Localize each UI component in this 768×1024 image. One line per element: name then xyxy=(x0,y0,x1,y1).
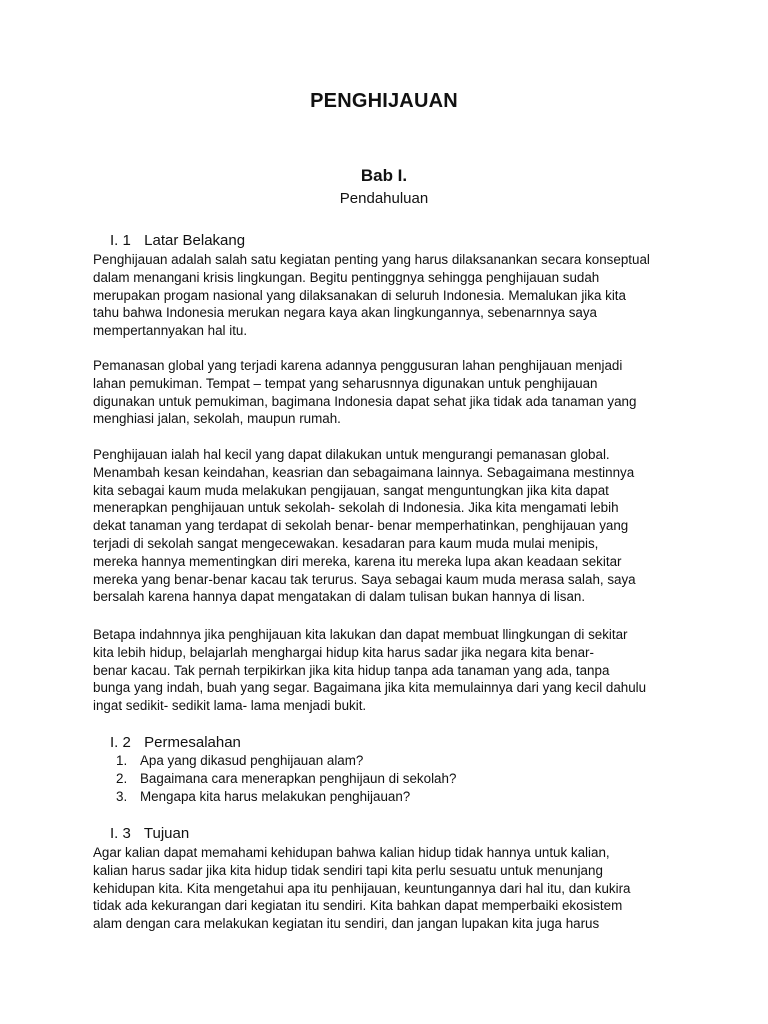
list-marker: 2. xyxy=(116,770,128,786)
list-item-text: Mengapa kita harus melakukan penghijauan? xyxy=(140,788,411,804)
paragraph-line: benar kacau. Tak pernah terpikirkan jika kita hidup tanpa ada tanaman yang ada, tanpa xyxy=(93,662,610,678)
list-item xyxy=(116,770,456,788)
paragraph-line: Penghijauan adalah salah satu kegiatan penting yang harus dilaksanankan secara konseptual xyxy=(93,252,650,267)
section-title: Latar Belakang xyxy=(144,232,246,249)
section-number: I. 2 xyxy=(110,734,131,751)
paragraph-line: menghiasi jalan, sekolah, maupun rumah. xyxy=(93,411,341,427)
section-title: Permesalahan xyxy=(144,734,241,751)
list-marker: 1. xyxy=(116,753,128,768)
section-heading-latar-belakang xyxy=(110,232,245,249)
paragraph-line: Penghijauan ialah hal kecil yang dapat dilakukan untuk mengurangi pemanasan global. xyxy=(93,447,610,462)
paragraph-tujuan xyxy=(93,844,678,933)
section-number: I. 1 xyxy=(110,232,131,249)
paragraph-line: Agar kalian dapat memahami kehidupan bahwa kalian hidup tidak hannya untuk kalian, xyxy=(93,845,610,860)
paragraph-line: merupakan progam nasional yang dilaksanakan di seluruh Indonesia. Memalukan jika kita xyxy=(93,287,626,303)
list-item xyxy=(116,752,456,770)
paragraph-line: bunga yang indah, buah yang segar. Bagaimana jika kita memulainnya dari yang kecil dahulu xyxy=(93,680,647,696)
paragraph-line: mereka yang benar-benar kacau tak terurus. Saya sebagai kaum muda merasa salah, saya xyxy=(93,571,636,587)
chapter-label: Bab I. xyxy=(360,166,408,185)
paragraph-line: kalian harus sadar jika kita hidup tidak sendiri tapi kita perlu sesuatu untuk menunjang xyxy=(93,862,603,878)
section-title: Tujuan xyxy=(143,825,190,842)
paragraph-line: dekat tanaman yang terdapat di sekolah benar- benar memperhatinkan, penghijauan yang xyxy=(93,518,629,534)
paragraph-line: Menambah kesan keindahan, keasrian dan sebagaimana lainnya. Sebagaimana mestinnya xyxy=(93,464,635,480)
paragraph-line: mereka hannya mementingkan diri mereka, karena itu mereka lupa akan keadaan sekitar xyxy=(93,553,622,569)
paragraph-line: digunakan untuk pemukiman, bagimana Indonesia dapat sehat jika tidak ada tanaman yang xyxy=(93,393,637,409)
paragraph-4 xyxy=(93,626,678,715)
paragraph-line: kita sebagai kaum muda melakukan pengijauan, sangat menguntungkan jika kita dapat xyxy=(93,482,609,498)
list-marker: 3. xyxy=(116,788,128,804)
paragraph-line: kehidupan kita. Kita mengetahui apa itu penhijauan, keuntungannya dari hal itu, dan kukira xyxy=(93,880,631,896)
list-item-text: Bagaimana cara menerapkan penghijaun di sekolah? xyxy=(140,770,457,786)
paragraph-1 xyxy=(93,251,678,340)
paragraph-line: bersalah karena hannya dapat mengatakan di dalam tulisan bukan hannya di lisan. xyxy=(93,589,586,605)
paragraph-3 xyxy=(93,446,678,606)
paragraph-line: lahan pemukiman. Tempat – tempat yang seharusnnya digunakan untuk penghijauan xyxy=(93,375,598,391)
paragraph-line: Betapa indahnnya jika penghijauan kita lakukan dan dapat membuat llingkungan di sekitar xyxy=(93,627,628,642)
paragraph-line: kita lebih hidup, belajarlah menghargai hidup kita harus sadar jika negara kita benar- xyxy=(93,644,594,660)
list-item-text: Apa yang dikasud penghijauan alam? xyxy=(140,753,364,768)
paragraph-line: menerapkan penghijauan untuk sekolah- sekolah di Indonesia. Jika kita mengamati lebih xyxy=(93,500,619,516)
paragraph-line: Pemanasan global yang terjadi karena adannya penggusuran lahan penghijauan menjadi xyxy=(93,358,623,373)
section-heading-tujuan xyxy=(110,825,189,842)
paragraph-line: mempertannyakan hal itu. xyxy=(93,323,248,339)
paragraph-line: alam dengan cara melakukan kegiatan itu sendiri, dan jangan lupakan kita juga harus xyxy=(93,916,600,932)
section-number: I. 3 xyxy=(110,825,131,842)
paragraph-line: tahu bahwa Indonesia merukan negara kaya akan lingkungannya, sebenarnnya saya xyxy=(93,305,597,321)
chapter-subtitle: Pendahuluan xyxy=(339,190,429,207)
section-heading-permesalahan xyxy=(110,734,241,751)
list-item xyxy=(116,788,456,806)
paragraph-line: ingat sedikit- sedikit lama- lama menjadi bukit. xyxy=(93,698,367,714)
problem-list xyxy=(116,752,456,805)
paragraph-line: tidak ada kekurangan dari kegiatan itu sendiri. Kita bahkan dapat memperbaiki ekosistem xyxy=(93,898,623,914)
paragraph-2 xyxy=(93,357,678,428)
document-title: PENGHIJAUAN xyxy=(310,90,458,112)
paragraph-line: dalam menangani krisis lingkungan. Begitu pentinggnya sehingga penghijauan sudah xyxy=(93,269,600,285)
paragraph-line: terjadi di sekolah sangat mengecewakan. kesadaran para kaum muda mulai menipis, xyxy=(93,535,599,551)
